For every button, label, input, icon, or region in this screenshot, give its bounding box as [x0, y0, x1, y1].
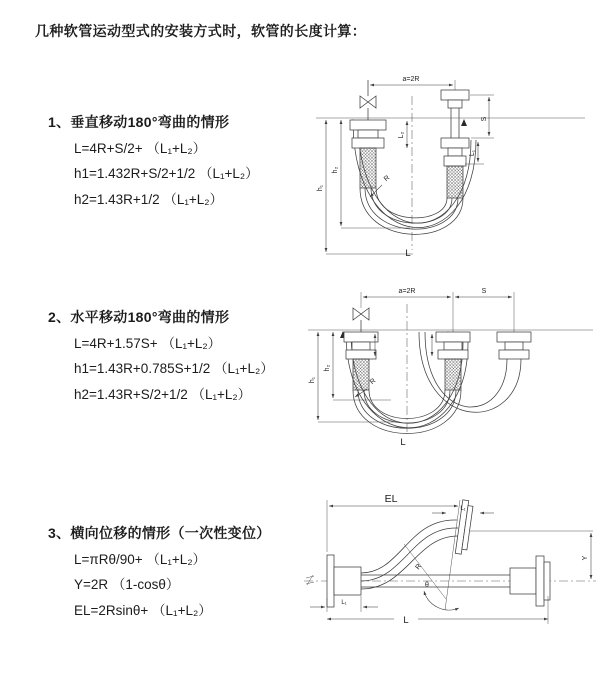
diagram-lateral-displacement: [296, 486, 600, 651]
dim-label-length: L: [403, 615, 409, 626]
dim-label-length: L: [400, 437, 406, 448]
dim-label-angle: θ: [425, 582, 429, 589]
dim-label-l1: L₁: [469, 149, 476, 157]
section-3-heading: 3、横向位移的情形（一次性变位）: [48, 525, 271, 541]
page-title: 几种软管运动型式的安装方式时，软管的长度计算：: [35, 23, 367, 39]
section-1-formulas: [48, 136, 333, 212]
braided-hose: [360, 148, 376, 188]
dim-label-span: a=2R: [398, 288, 416, 295]
dim-label-h2: h₂: [332, 166, 339, 174]
dim-label-h1: h₁: [309, 376, 316, 384]
dim-label-stroke: S: [481, 116, 488, 122]
formula-offset: Y=2R （1-cosθ）: [74, 577, 180, 593]
section-2-formulas: [48, 331, 333, 407]
formula-h1: h1=1.43R+0.785S+1/2 （L₁+L₂）: [74, 361, 274, 377]
flange: [441, 90, 469, 100]
section-horizontal-180: [48, 305, 333, 407]
formula-length: L=4R+1.57S+ （L₁+L₂）: [74, 336, 222, 351]
braided-hose: [447, 166, 463, 198]
flange: [327, 555, 334, 607]
dim-label-radius: R: [414, 562, 424, 572]
dim-label-l1-left: L₁: [341, 600, 347, 606]
dim-label-offset: Y: [582, 555, 589, 561]
flange: [510, 568, 536, 594]
formula-length: L=4R+S/2+ （L₁+L₂）: [74, 141, 207, 156]
dim-label-span: a=2R: [402, 76, 420, 83]
dim-label-l1-top: L₁: [460, 506, 466, 512]
section-3-formulas: [48, 547, 333, 623]
formula-el: EL=2Rsinθ+ （L₁+L₂）: [74, 602, 212, 618]
section-2-heading: 2、水平移动180°弯曲的情形: [48, 309, 230, 325]
valve-icon: [360, 96, 368, 108]
section-lateral-offset: [48, 521, 333, 623]
formula-h2: h2=1.43R+S/2+1/2 （L₁+L₂）: [74, 386, 252, 402]
travel-arrow-icon: [461, 119, 467, 126]
formula-h2: h2=1.43R+1/2 （L₁+L₂）: [74, 191, 224, 207]
dim-label-h1: h₁: [317, 184, 324, 192]
section-vertical-180: [48, 110, 333, 212]
dim-label-el: EL: [384, 493, 398, 505]
formula-h1: h1=1.432R+S/2+1/2 （L₁+L₂）: [74, 166, 259, 182]
diagram-horizontal-180-bend: [303, 282, 598, 454]
formula-length: L=πRθ/90+ （L₁+L₂）: [74, 552, 207, 567]
centerline-break-mark: [306, 575, 314, 585]
dim-label-stroke: S: [481, 288, 487, 295]
flange: [436, 332, 470, 342]
valve-icon: [361, 308, 369, 320]
dim-label-radius: R: [382, 174, 392, 184]
dim-label-radius: R: [368, 377, 378, 387]
flange: [350, 120, 386, 130]
braided-hose: [353, 359, 369, 390]
valve-icon: [368, 96, 376, 108]
flange: [344, 332, 378, 342]
dim-label-l2: L₂: [398, 131, 405, 139]
braided-hose: [445, 359, 461, 390]
diagram-vertical-180-bend: [308, 68, 593, 268]
dim-label-length: L: [405, 248, 411, 259]
valve-icon: [353, 308, 361, 320]
flange: [497, 332, 531, 342]
dim-label-h2: h₂: [324, 364, 331, 372]
section-1-heading: 1、垂直移动180°弯曲的情形: [48, 114, 230, 130]
